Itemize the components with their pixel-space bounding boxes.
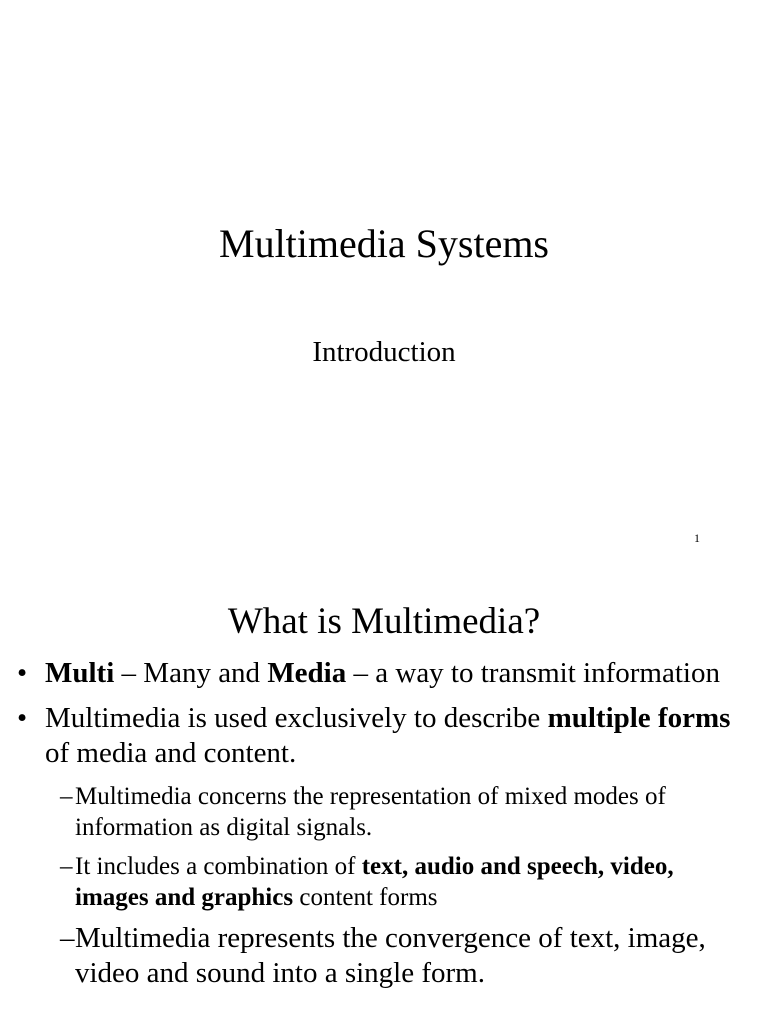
page-number: 1 bbox=[694, 531, 700, 545]
bold-term-multiple-forms: multiple forms bbox=[547, 702, 731, 734]
bullet-text: – a way to transmit information bbox=[346, 657, 720, 689]
sub-bullet-marker: – bbox=[60, 922, 75, 954]
presentation-title: Multimedia Systems bbox=[219, 221, 549, 266]
sub-bullet-text: Multimedia represents the convergence of text, image, video and sound into a single form. bbox=[75, 922, 706, 989]
bullet-text: – Many and bbox=[114, 657, 268, 689]
slide-heading: What is Multimedia? bbox=[227, 601, 541, 642]
bold-content-forms: text, audio and speech, video, images and graphics bbox=[75, 853, 674, 911]
bullet-list bbox=[0, 656, 768, 999]
bullet-marker: • bbox=[17, 657, 28, 689]
bold-term-media: Media bbox=[267, 657, 347, 689]
slide-what-is-multimedia bbox=[0, 566, 768, 1024]
bullet-item-usage bbox=[0, 701, 768, 771]
sub-bullet-text: Multimedia concerns the representation of mixed modes of information as digital signals. bbox=[75, 783, 666, 841]
sub-bullet-text: It includes a combination of bbox=[75, 853, 362, 880]
sub-bullet-text: content forms bbox=[293, 884, 438, 911]
bullet-item-multi-media bbox=[0, 656, 768, 691]
sub-bullet-marker: – bbox=[60, 783, 73, 810]
sub-bullet-marker: – bbox=[60, 853, 73, 880]
sub-bullet-representation bbox=[0, 781, 768, 843]
bullet-text: of media and content. bbox=[45, 737, 297, 769]
bullet-marker: • bbox=[17, 702, 28, 734]
bullet-text: Multimedia is used exclusively to describe bbox=[45, 702, 548, 734]
bold-term-multi: Multi bbox=[45, 657, 115, 689]
sub-bullet-combination bbox=[0, 851, 768, 913]
presentation-subtitle: Introduction bbox=[312, 336, 456, 368]
sub-bullet-convergence bbox=[0, 921, 768, 991]
